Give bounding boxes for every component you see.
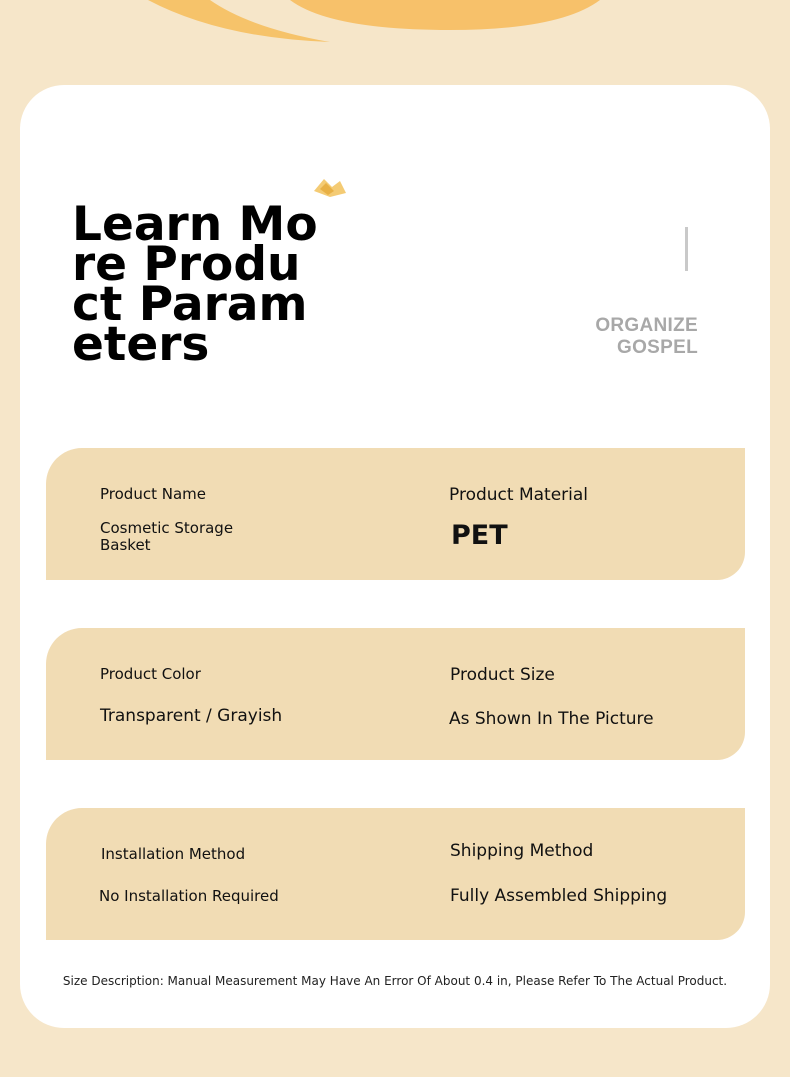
- orange-swoosh-right: [290, 0, 600, 30]
- product-name-label: Product Name: [100, 485, 206, 503]
- brand-line-2: GOSPEL: [617, 337, 698, 358]
- brand-logo: [595, 315, 698, 359]
- product-name-value: Cosmetic Storage Basket: [100, 519, 234, 554]
- param-row-color-size: [46, 628, 745, 760]
- brand-line-1: ORGANIZE: [595, 315, 698, 336]
- product-color-value: Transparent / Grayish: [100, 706, 283, 726]
- product-size-label: Product Size: [450, 665, 555, 685]
- param-row-name-material: [46, 448, 745, 580]
- param-row-installation-shipping: [46, 808, 745, 940]
- size-description-note: Size Description: Manual Measurement May Have An Error Of About 0.4 in, Please Refer To The Actual Product.: [62, 974, 728, 988]
- shipping-method-label: Shipping Method: [450, 841, 594, 861]
- product-material-label: Product Material: [449, 485, 589, 505]
- installation-method-value: No Installation Required: [99, 887, 279, 905]
- installation-method-label: Installation Method: [101, 845, 246, 863]
- product-color-label: Product Color: [100, 665, 201, 683]
- brand-divider: [685, 227, 688, 271]
- product-size-value: As Shown In The Picture: [449, 709, 654, 729]
- parameters-card: [20, 85, 770, 1028]
- top-decoration: [0, 0, 790, 60]
- shipping-method-value: Fully Assembled Shipping: [450, 886, 668, 906]
- page-title: Learn More Product Parameters: [72, 197, 318, 372]
- product-material-value: PET: [451, 520, 508, 551]
